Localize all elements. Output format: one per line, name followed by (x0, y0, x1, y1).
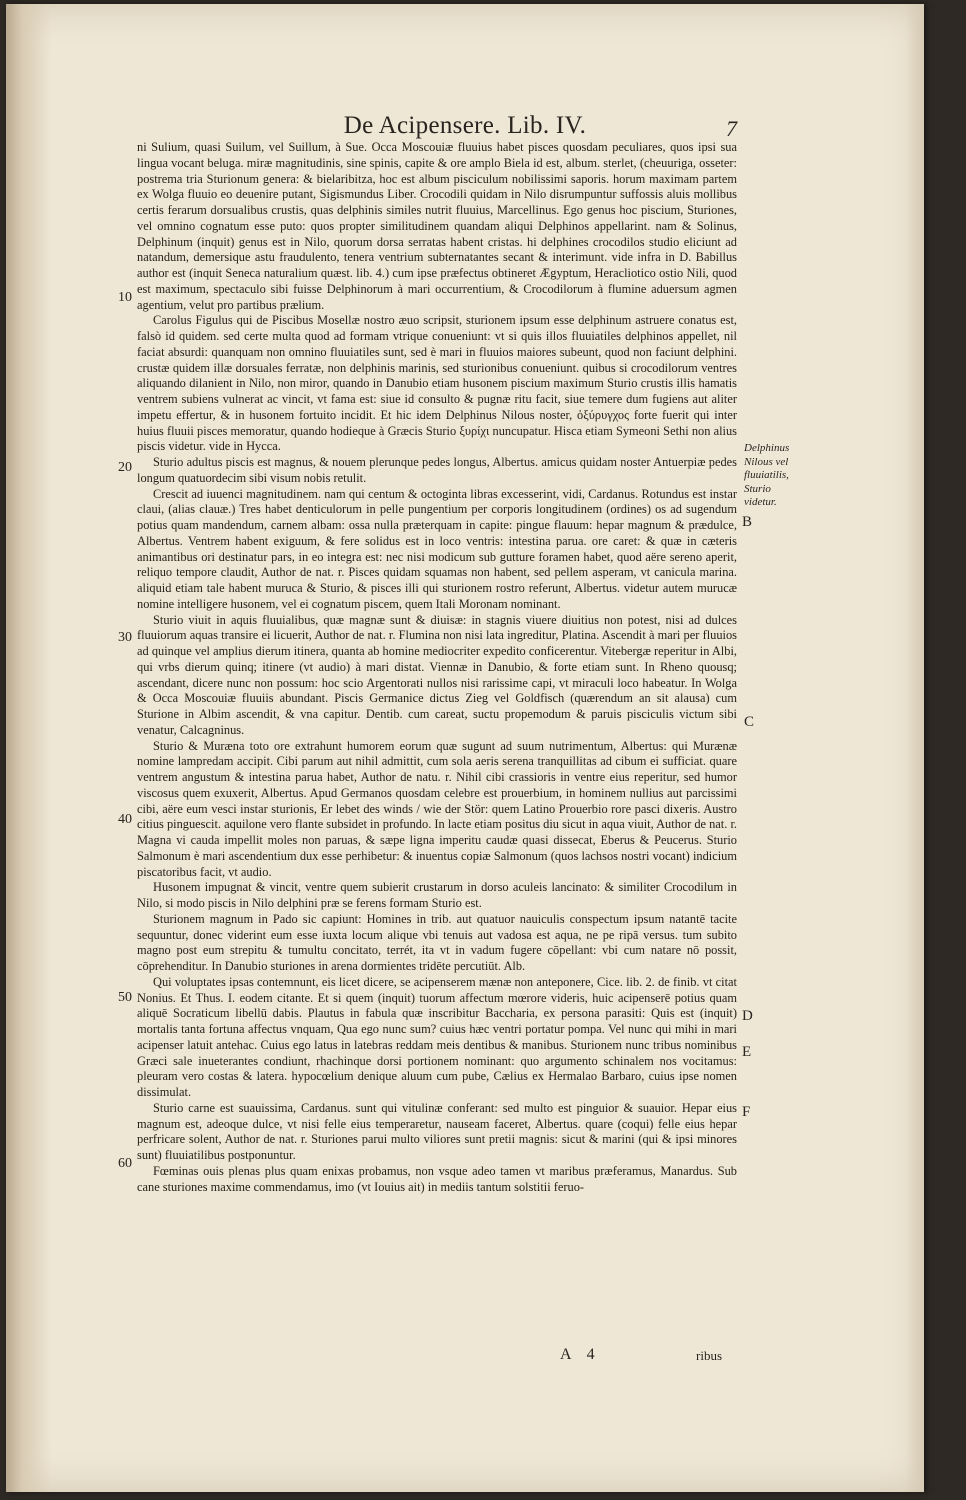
paragraph: Sturio adultus piscis est magnus, & nouem plerunque pedes longus, Albertus. amicus quidam noster Antuerpiæ pedes longum quatuordecim sibi visum nobis retulit. (137, 455, 737, 485)
paragraph: Sturio & Murænа toto ore extrahunt humorem eorum quæ sugunt ad suum nutrimentum, Albertus: qui Murænæ nomine lampredam accipit. Cibi parum aut nihil admittit, cum sola aeris serena tranquillitas ad cibum ei sufficiat. quare ventrem angustum & intestina parua habet, Author de natu. r. Nihil cibi crassioris in ventre eius reperitur, sed humor viscosus quem exuxerit, Albertus. Apud Germanos quosdam celebre est prouerbium, in hominem nullius aut parcissimi cibi, aëre eum vesci instar sturionis, Er lebet des winds / wie der Stör: quem Latino Prouerbio rore pasci dixeris. Austro citius pinguescit. aquilone vero flante subsidet in profundo. In lacte etiam positus diu sicut in aqua viuit, Author de nat. r. Magna vi cauda impellit moles non paruas, & sæpe ligna imperitu caudæ quasi dissecat, Eberus & Peucerus. Sturio Salmonum è mari ascendentium dux esse perhibetur: & inuentus copiæ Salmonum (quos lachsos nostri vocant) indicium piscatoribus facit, vt audio. (137, 738, 737, 879)
section-letter-b: B (742, 514, 753, 530)
line-number-20: 20 (118, 460, 132, 475)
paragraph: Fœminas ouis plenas plus quam enixas probamus, non vsque adeo tamen vt maribus præferamus, Manardus. Sub cane sturiones maxime commendamus, imo (vt Iouius ait) in mediis tantum solstitii feruo- (137, 1163, 737, 1194)
section-letter-f: F (742, 1104, 751, 1120)
page-gutter-shadow (6, 4, 52, 1492)
catchword: ribus (696, 1348, 722, 1363)
paragraph: Sturio viuit in aquis fluuialibus, quæ magnæ sunt & diuisæ: in stagnis viuere diuitius non potest, nisi ad dulces fluuiorum aquas transire ei licuerit, Author de nat. r. Flumina non nisi lata ingreditur, Platina. Ascendit à mari per fluuios ad quinque vel amplius dierum itinera, quanta ab homine mediocriter expedito conficerentur. Vitebergæ reperitur in Albi, qui vrbs dierum quinq; itinere (vt audio) à mari distat. Viennæ in Danubio, & forte etiam sunt. In Rheno quousq; ascendant, dicere nunc non possum: hoc scio Argentorati nullos nisi rarissime capi, vt miraculi loco habeatur. In Wolga & Occa Moscouiæ fluuiis abundant. Piscis Germanice dictus Zieg vel Goldfisch (quærendum an sit alausa) cum Sturione in Albim ascendit, & vna capitur. Dentib. cum careat, suctu propemodum & paruis pisciculis victum sibi venatur, Calcagninus. (137, 612, 737, 737)
paragraph: Sturionem magnum in Pado sic capiunt: Homines in trib. aut quatuor nauiculis conspectum ipsum natantē tacite sequuntur, donec viderint eum esse iuxta locum alique vbi tenuis aut vadosa est aqua, ne pe ripā versus. tum subito magno post eum strepitu & tumultu concitato, terrét, ita vt in vadum fugere cōpellant: vbi cum natare nō possit, cōprehenditur. In Danubio sturiones in arena dormientes tridēte percutiūt. Alb. (137, 911, 737, 973)
paragraph: Husonem impugnat & vincit, ventre quem subierit crustarum in dorso aculeis lancinato: & similiter Crocodilum in Nilo, si modo piscis in Nilo delphini præ se ferens formam Sturio est. (137, 880, 737, 910)
line-number-40: 40 (118, 812, 132, 827)
paragraph: ni Sulium, quasi Suilum, vel Suillum, à Sue. Occa Moscouiæ fluuius habet pisces quosdam peculiares, quos ipsi sua lingua vocant beluga. miræ magnitudinis, sine spinis, capite & ore amplo Biela id est, album. sterlet, (cheuuriga, osseter: postrema tria Sturionum genera: & bielaribitza, hoc est album pisciculum nobilissimi saporis. horum maximam partem ex Wolga fluuio eo deuenire putant, Sigismundus Liber. Crocodili quidam in Nilo disrumpuntur suffossis aluis mollibus certis ferarum dorsualibus crustis, quas delphinis similes nutrit fluuius, Marcellinus. Ego genus hoc piscium, Sturiones, vel omnino cognatum esse puto: quos propter similitudinem quandam aliqui Delphinos appellarint. nam & Solinus, Delphinum (inquit) genus est in Nilo, quorum dorsa serratas habent cristas. hi delphines crocodilos studio eliciunt ad natandum, demersique astu fraudulento, tenera ventrium subternatantes secant & interimunt. vide infra in D. Babillus author est (inquit Seneca naturalium quæst. lib. 4.) cum ipse præfectus obtineret Ægyptum, Heracliotico ostio Nili, quod est maximum, spectaculo sibi fuisse Delphinorum à mari occurrentium, & Crocodilorum à flumine aduersum agmen agentium, velut pro partibus prælium. (137, 140, 737, 312)
main-text-block (137, 140, 737, 1195)
section-letter-d: D (742, 1008, 753, 1024)
margin-note: Delphinus Nilous vel fluuiatilis, Sturio videtur. (744, 442, 790, 508)
section-letter-e: E (742, 1044, 752, 1060)
printer-signature: A 4 (560, 1346, 601, 1363)
paragraph: Carolus Figulus qui de Piscibus Mosellæ nostro æuo scripsit, sturionem ipsum esse delphinum astruere conatus est, falsò id quidem. sed certe multa quod ad formam vtrique conueniunt: vt si quis illos fluuiatiles delphinos appellet, nil faciat absurdi: quanquam non omnino fluuiatiles sunt, sed è mari in fluuios maiores subeunt, quod non faciunt delphini. crustæ quidem illæ dorsuales ferratæ, non delphinis marinis, sed sturionibus conueniunt. quibus si crocodilorum ventres aliquando dilanient in Nilo, non miror, quando in Danubio etiam husonem piscium maximum Sturio crustis illis hamatis ventrem subiens vulnerat ac vincit, vt fama est: siue id consulto & pugnæ ritu facit, siue temere dum fugiens aut aliter impetu effertur, & in husonem fortuito incidit. Et hic idem Delphinus Nilous noster, ὀξύρυγχος forte fuerit qui inter huius fluuii pisces memoratur, quando hodieque à Græcis Sturio ξυρίχι nuncupatur. Hisca etiam Symeoni Sethi non alius piscis videtur. vide in Hycca. (137, 313, 737, 454)
section-letter-c: C (744, 714, 755, 730)
page-edge (906, 4, 924, 1492)
running-title: De Acipensere. Lib. IV. (343, 112, 587, 139)
line-number-30: 30 (118, 630, 132, 645)
paragraph: Crescit ad iuuenci magnitudinem. nam qui centum & octoginta libras excesserint, vidi, Cardanus. Rotundus est instar claui, (alias clauæ.) Tres habet denticulorum in pelle pungentium per corporis longitudinem (ordines) os ad sugendum potius quam mandendum, carnem albam: ossa nulla præterquam in capite: pingue flauum: hepar magnum & prædulce, Albertus. Ventrem habent exiguum, & fere solidus est in loco ventris: intestina parua. ore caret: & quæ in cæteris animantibus ori destinatur pars, in eo integra est: nec nisi modicum sub gutture foramen habet, quod aëre sereno aperit, reliquo tempore claudit, Author de nat. r. Pisces quidam squamas non habent, sed pellem asperam, vt canicula marina. aliquid etiam tale habent muruca & Sturio, & pisces illi qui sturionem rostro referunt, Albertus. videtur autem murucæ nomine intelligere husonem, vel ei cognatum piscem, quem Itali Moronam nominant. (137, 486, 737, 611)
line-number-60: 60 (118, 1156, 132, 1171)
paragraph: Sturio carne est suauissima, Cardanus. sunt qui vitulinæ conferant: sed multo est pinguior & suauior. Hepar eius magnum est, adeoque dulce, vt nisi felle eius temperaretur, nauseam faceret, Albertus. quare (coqui) felle eius hepar perfricare solent, Author de nat. r. Sturiones parui multo viliores sunt pretii magnis: sicut & marini (qui & ipsi minores sunt) fluuiatilibus postponuntur. (137, 1100, 737, 1162)
line-number-10: 10 (118, 290, 132, 305)
line-number-50: 50 (118, 990, 132, 1005)
folio-number: 7 (726, 116, 737, 141)
paragraph: Qui voluptates ipsas contemnunt, eis licet dicere, se acipenserem mænæ non anteponere, Cice. lib. 2. de finib. vt citat Nonius. Et Thus. I. eodem citante. Et si quem (inquit) tuorum affectum mœrore videris, huic acipenserē potius quam aliquē Socraticum libellū dabis. Plautus in fabula quæ inscribitur Baccharia, ex persona parasiti: Quis est (inquit) mortalis tanta fortuna affectus vnquam, Qua ego nunc sum? cuius hæc ventri portatur pompa. Vel nunc qui mihi in mari acipenser latuit antehac. Cuius ego latus in latebras reddam meis dentibus & manibus. Sturionem nunc tribus nominibus Græci sale inueterantes condiunt, rhachinque dorsi portionem nominant: quo argumento schinalem nos vocitamus: pleuram vero costas & latera. hypocœlium denique aluum cum pube, Cælius ex Hermalao Barbaro, cuius ipse nomen dissimulat. (137, 974, 737, 1099)
